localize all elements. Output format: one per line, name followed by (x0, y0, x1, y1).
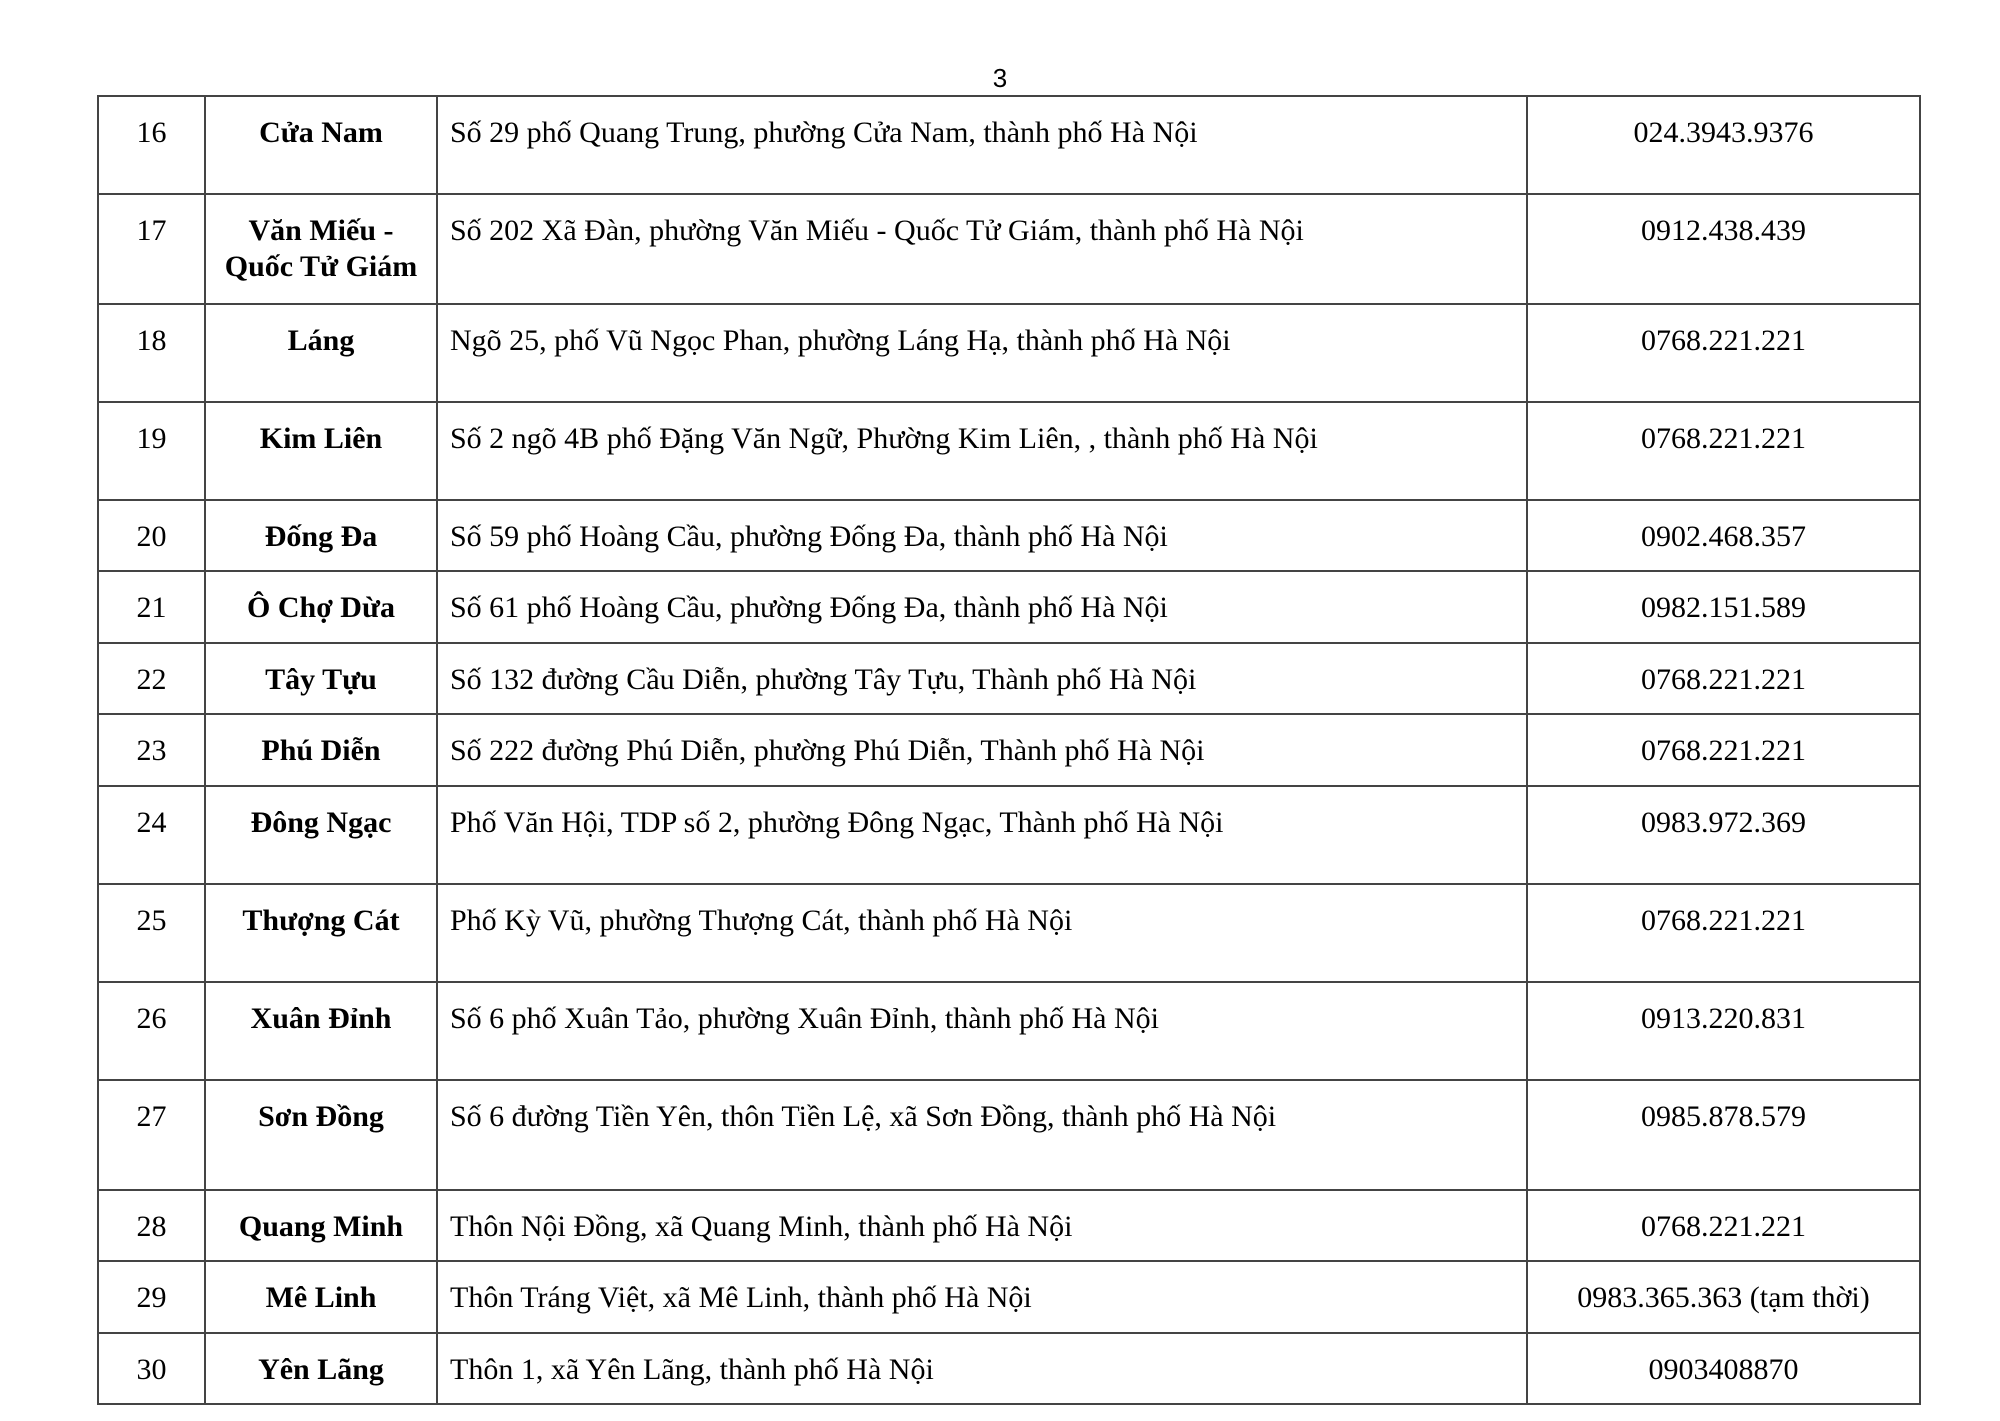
office-address: Số 6 đường Tiền Yên, thôn Tiền Lệ, xã Sơn Đồng, thành phố Hà Nội (437, 1080, 1527, 1190)
office-name: Phú Diễn (205, 714, 437, 786)
office-phone: 024.3943.9376 (1527, 96, 1920, 194)
office-name: Tây Tựu (205, 643, 437, 714)
office-phone: 0768.221.221 (1527, 714, 1920, 786)
row-number: 16 (98, 96, 205, 194)
table-row (98, 304, 1920, 402)
office-name: Đống Đa (205, 500, 437, 571)
page-number: 3 (992, 63, 1008, 93)
table-row (98, 194, 1920, 304)
table-row (98, 402, 1920, 500)
office-name: Văn Miếu - Quốc Tử Giám (205, 194, 437, 304)
office-name: Quang Minh (205, 1190, 437, 1261)
office-name: Yên Lãng (205, 1333, 437, 1404)
row-number: 24 (98, 786, 205, 884)
office-name: Ô Chợ Dừa (205, 571, 437, 643)
row-number: 25 (98, 884, 205, 982)
row-number: 21 (98, 571, 205, 643)
row-number: 17 (98, 194, 205, 304)
table-row (98, 571, 1920, 643)
row-number: 28 (98, 1190, 205, 1261)
office-address: Số 222 đường Phú Diễn, phường Phú Diễn, Thành phố Hà Nội (437, 714, 1527, 786)
row-number: 29 (98, 1261, 205, 1333)
office-phone: 0985.878.579 (1527, 1080, 1920, 1190)
table-row (98, 1333, 1920, 1404)
table-row (98, 982, 1920, 1080)
office-address: Số 132 đường Cầu Diễn, phường Tây Tựu, Thành phố Hà Nội (437, 643, 1527, 714)
table-row (98, 884, 1920, 982)
table-row (98, 500, 1920, 571)
table-row (98, 1080, 1920, 1190)
office-address: Số 6 phố Xuân Tảo, phường Xuân Đỉnh, thành phố Hà Nội (437, 982, 1527, 1080)
table-row (98, 786, 1920, 884)
office-address: Ngõ 25, phố Vũ Ngọc Phan, phường Láng Hạ, thành phố Hà Nội (437, 304, 1527, 402)
office-address: Số 202 Xã Đàn, phường Văn Miếu - Quốc Tử Giám, thành phố Hà Nội (437, 194, 1527, 304)
office-phone: 0902.468.357 (1527, 500, 1920, 571)
office-address: Phố Văn Hội, TDP số 2, phường Đông Ngạc, Thành phố Hà Nội (437, 786, 1527, 884)
row-number: 27 (98, 1080, 205, 1190)
office-address: Số 59 phố Hoàng Cầu, phường Đống Đa, thành phố Hà Nội (437, 500, 1527, 571)
table-row (98, 1261, 1920, 1333)
office-phone: 0983.972.369 (1527, 786, 1920, 884)
row-number: 22 (98, 643, 205, 714)
office-address: Thôn Nội Đồng, xã Quang Minh, thành phố Hà Nội (437, 1190, 1527, 1261)
row-number: 20 (98, 500, 205, 571)
office-address: Phố Kỳ Vũ, phường Thượng Cát, thành phố Hà Nội (437, 884, 1527, 982)
table-row (98, 643, 1920, 714)
office-name: Kim Liên (205, 402, 437, 500)
office-phone: 0768.221.221 (1527, 884, 1920, 982)
office-address: Số 2 ngõ 4B phố Đặng Văn Ngữ, Phường Kim Liên, , thành phố Hà Nội (437, 402, 1527, 500)
office-address: Số 29 phố Quang Trung, phường Cửa Nam, thành phố Hà Nội (437, 96, 1527, 194)
office-phone: 0903408870 (1527, 1333, 1920, 1404)
office-phone: 0768.221.221 (1527, 402, 1920, 500)
office-phone: 0982.151.589 (1527, 571, 1920, 643)
row-number: 19 (98, 402, 205, 500)
office-name: Láng (205, 304, 437, 402)
office-phone: 0768.221.221 (1527, 1190, 1920, 1261)
office-name: Xuân Đỉnh (205, 982, 437, 1080)
office-phone: 0768.221.221 (1527, 643, 1920, 714)
office-name: Cửa Nam (205, 96, 437, 194)
table-row (98, 96, 1920, 194)
office-phone: 0983.365.363 (tạm thời) (1527, 1261, 1920, 1333)
office-phone: 0768.221.221 (1527, 304, 1920, 402)
office-address: Thôn Tráng Việt, xã Mê Linh, thành phố Hà Nội (437, 1261, 1527, 1333)
office-name: Sơn Đồng (205, 1080, 437, 1190)
office-phone: 0913.220.831 (1527, 982, 1920, 1080)
table-row (98, 714, 1920, 786)
row-number: 18 (98, 304, 205, 402)
office-address: Số 61 phố Hoàng Cầu, phường Đống Đa, thành phố Hà Nội (437, 571, 1527, 643)
office-table (97, 95, 1921, 1405)
office-name: Đông Ngạc (205, 786, 437, 884)
row-number: 30 (98, 1333, 205, 1404)
table-row (98, 1190, 1920, 1261)
office-phone: 0912.438.439 (1527, 194, 1920, 304)
office-name: Mê Linh (205, 1261, 437, 1333)
office-address: Thôn 1, xã Yên Lãng, thành phố Hà Nội (437, 1333, 1527, 1404)
office-name: Thượng Cát (205, 884, 437, 982)
row-number: 23 (98, 714, 205, 786)
row-number: 26 (98, 982, 205, 1080)
